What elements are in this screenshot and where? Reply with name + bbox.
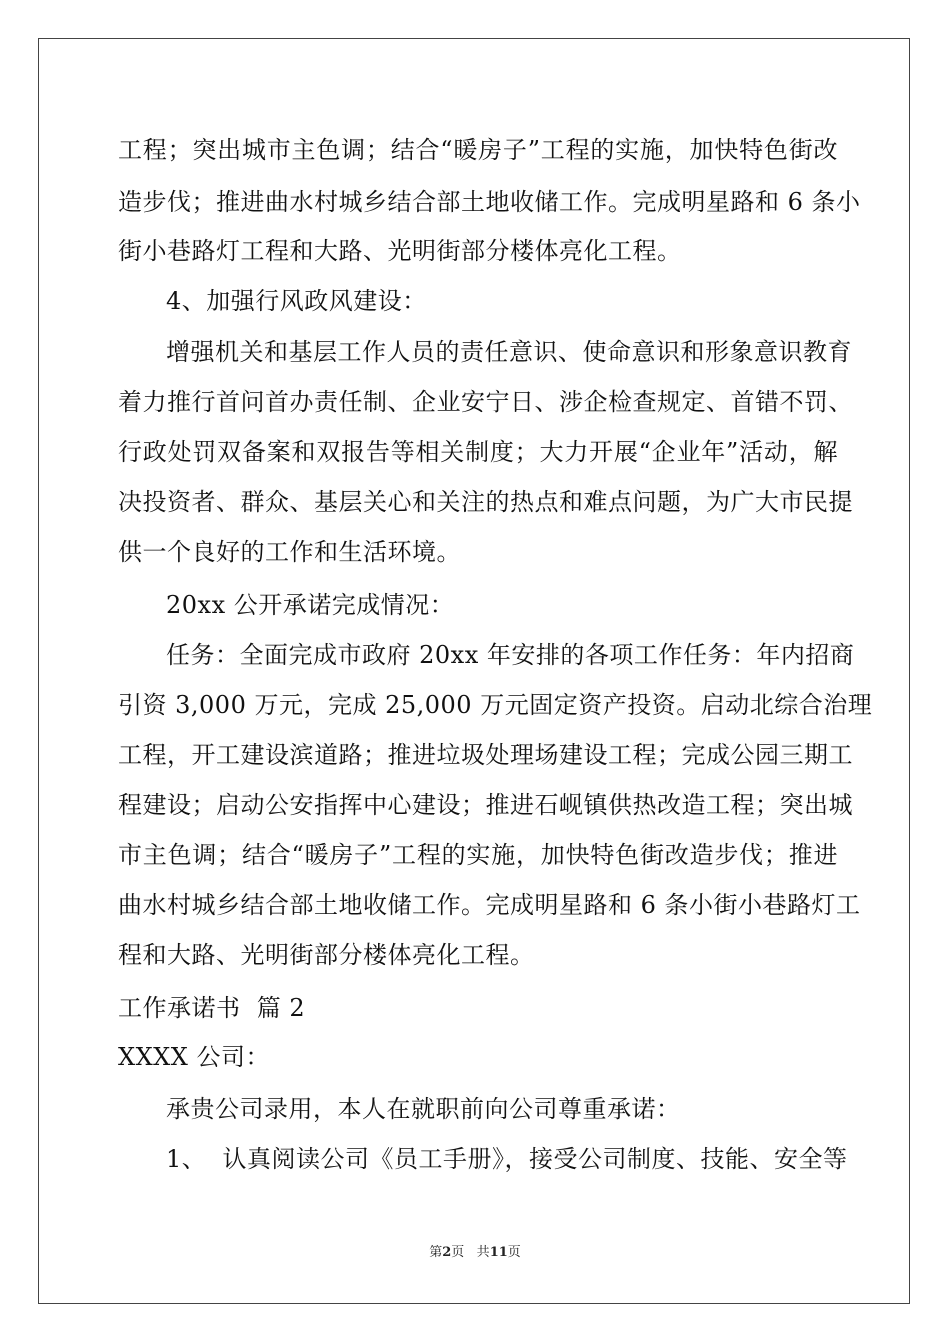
paragraph-line: 程和大路、光明街部分楼体亮化工程。: [118, 941, 535, 969]
total-suffix: 页: [507, 1245, 521, 1260]
paragraph-line: 着力推行首问首办责任制、企业安宁日、涉企检查规定、首错不罚、: [118, 388, 853, 416]
paragraph-line: 任务：全面完成市政府 20xx 年安排的各项工作任务：年内招商: [166, 641, 855, 669]
paragraph-line: 工程；突出城市主色调；结合“暖房子”工程的实施，加快特色街改: [118, 136, 838, 164]
paragraph-line: 街小巷路灯工程和大路、光明街部分楼体亮化工程。: [118, 237, 682, 265]
paragraph-line: 增强机关和基层工作人员的责任意识、使命意识和形象意识教育: [166, 338, 852, 366]
page-footer: [0, 1245, 950, 1261]
section-heading: 4、加强行风政风建设：: [166, 287, 427, 315]
paragraph-line: 市主色调；结合“暖房子”工程的实施，加快特色街改造步伐；推进: [118, 841, 838, 869]
paragraph-line: 引资 3,000 万元，完成 25,000 万元固定资产投资。启动北综合治理: [118, 691, 873, 719]
section-heading: 20xx 公开承诺完成情况：: [166, 591, 455, 619]
paragraph-line: 供一个良好的工作和生活环境。: [118, 538, 461, 566]
addressee: XXXX 公司：: [118, 1043, 270, 1071]
total-pages: 11: [489, 1245, 508, 1260]
document-section-title: 工作承诺书 篇 2: [118, 994, 306, 1022]
paragraph-line: 造步伐；推进曲水村城乡结合部土地收储工作。完成明星路和 6 条小: [118, 188, 861, 216]
total-prefix: 共: [476, 1245, 490, 1260]
page-number: 2: [442, 1245, 452, 1260]
paragraph-line: 决投资者、群众、基层关心和关注的热点和难点问题，为广大市民提: [118, 488, 853, 516]
paragraph-line: 工程，开工建设滨道路；推进垃圾处理场建设工程；完成公园三期工: [118, 741, 853, 769]
paragraph-line: 承贵公司录用，本人在就职前向公司尊重承诺：: [166, 1095, 681, 1123]
page-prefix: 第: [429, 1245, 443, 1260]
paragraph-line: 曲水村城乡结合部土地收储工作。完成明星路和 6 条小街小巷路灯工: [118, 891, 861, 919]
paragraph-line: 行政处罚双备案和双报告等相关制度；大力开展“企业年”活动，解: [118, 438, 838, 466]
list-item: 1、 认真阅读公司《员工手册》，接受公司制度、技能、安全等: [166, 1145, 848, 1173]
page-suffix: 页: [451, 1245, 465, 1260]
paragraph-line: 程建设；启动公安指挥中心建设；推进石岘镇供热改造工程；突出城: [118, 791, 853, 819]
